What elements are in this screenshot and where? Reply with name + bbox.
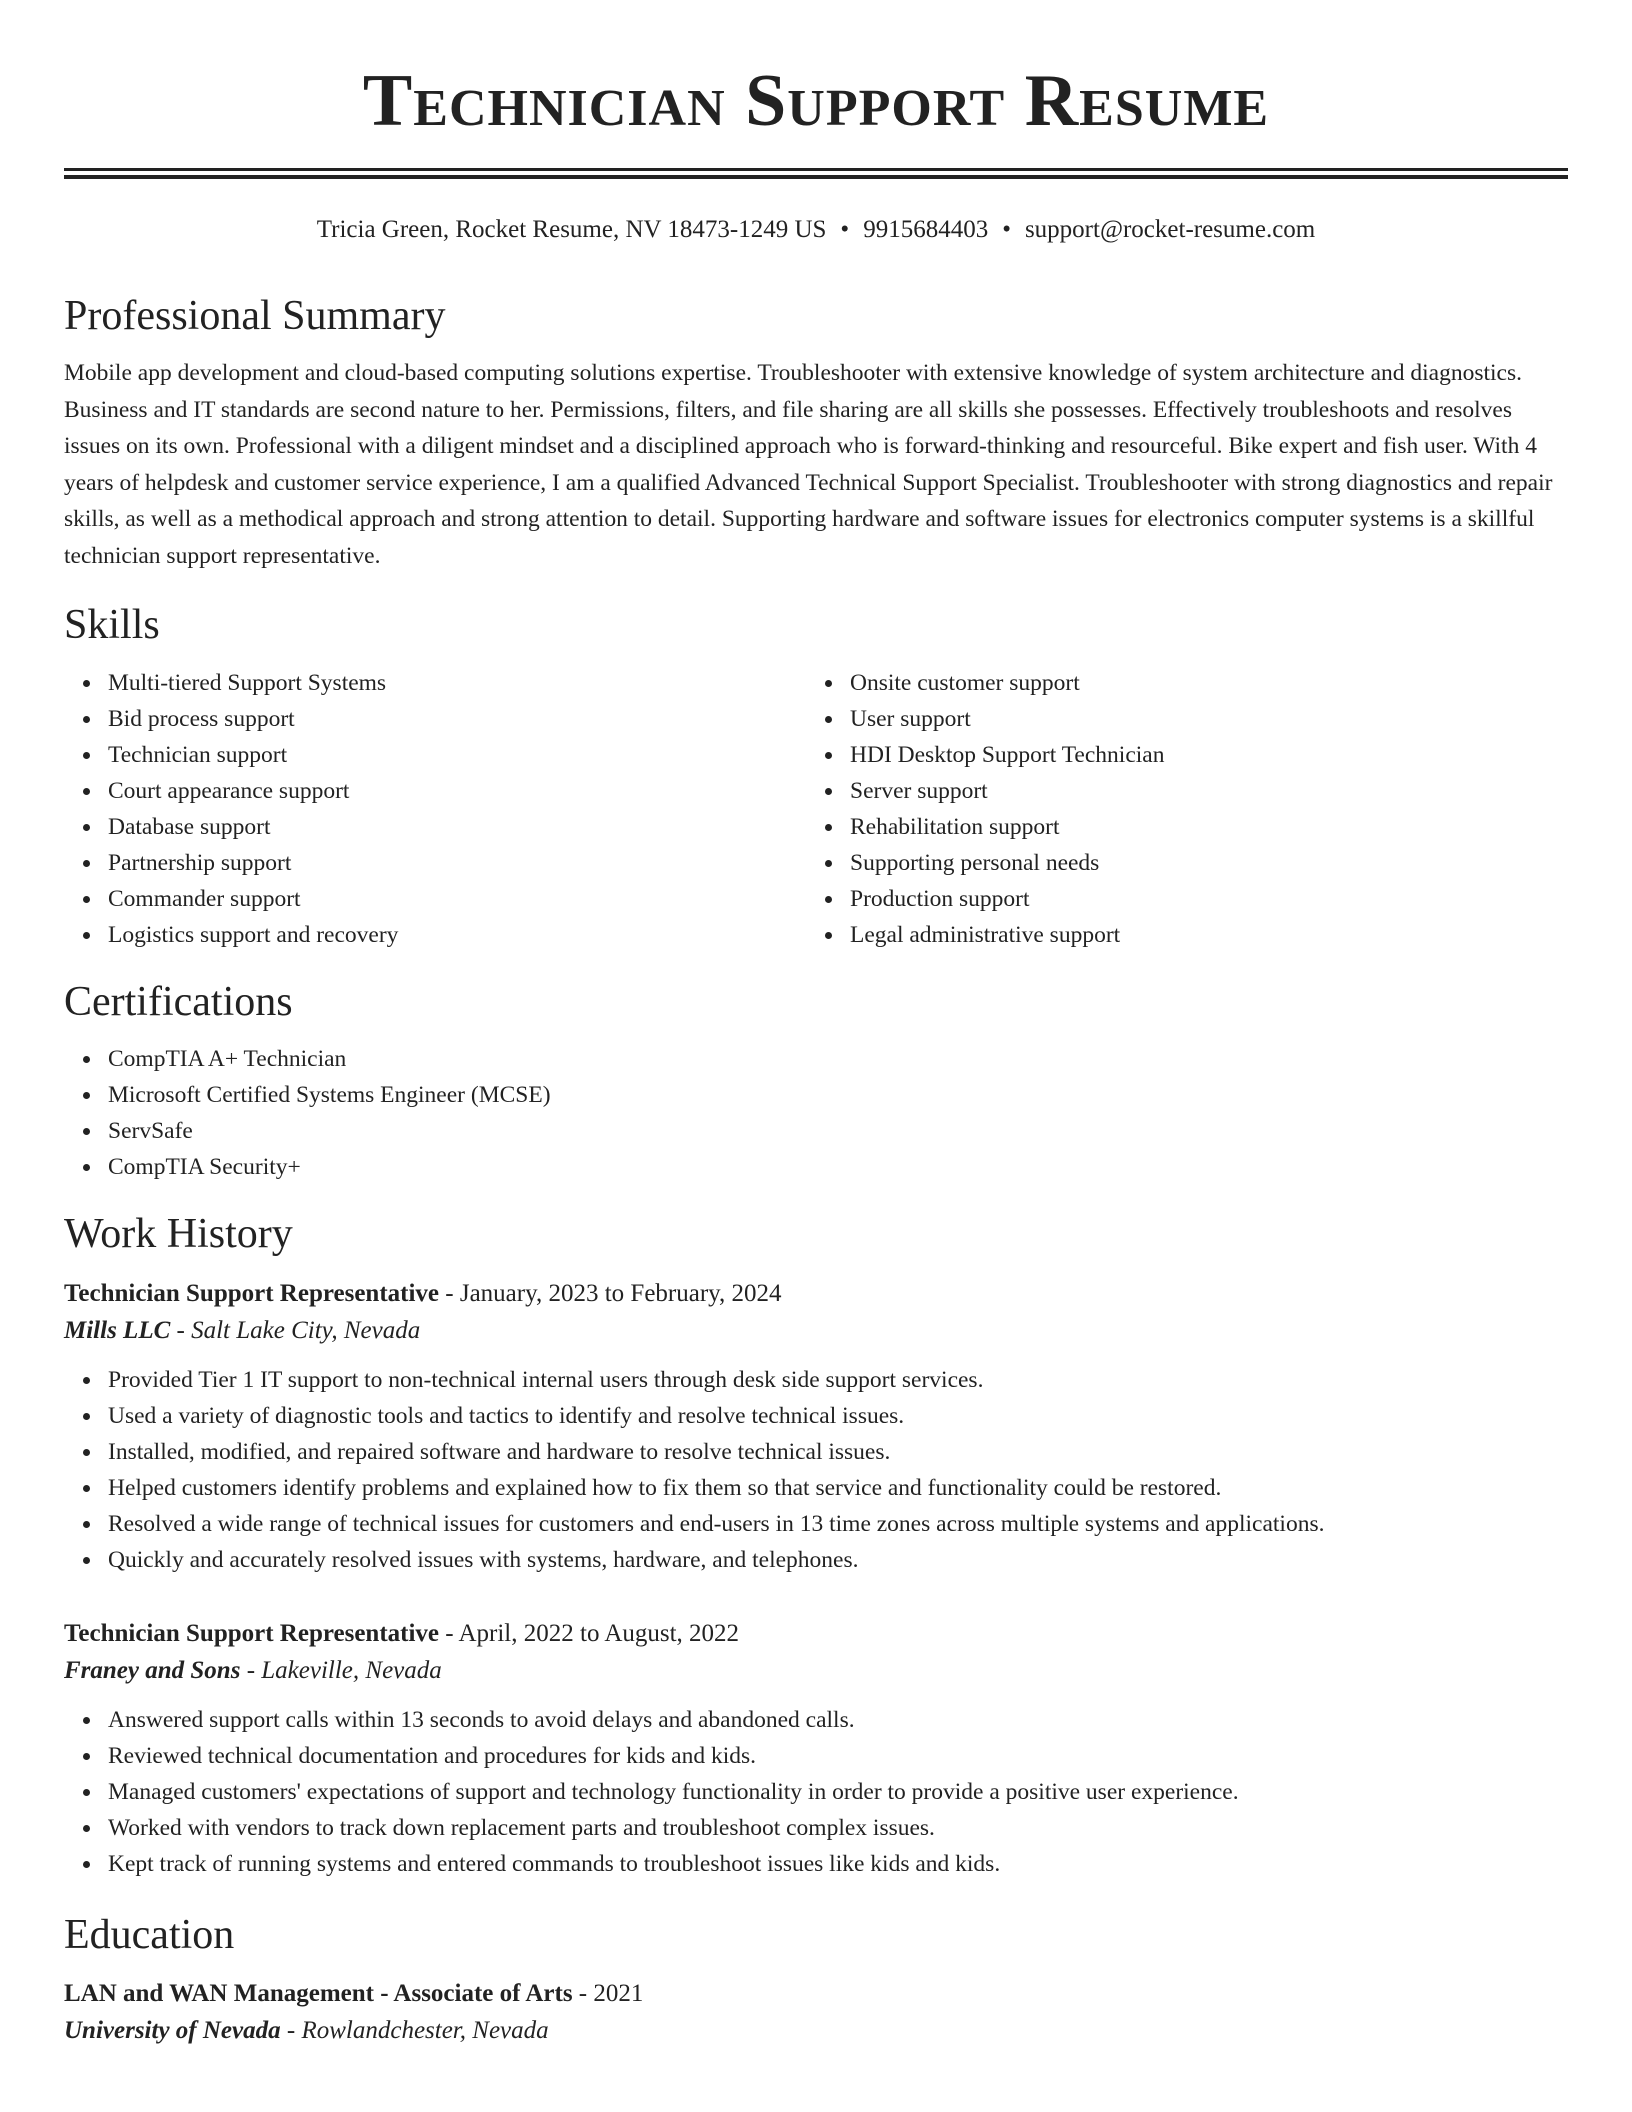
job-location: - Lakeville, Nevada xyxy=(240,1656,442,1684)
skills-heading: Skills xyxy=(64,602,160,649)
job-title: Technician Support Representative xyxy=(64,1619,440,1647)
skill-item: Onsite customer support xyxy=(850,665,1548,701)
work-history-heading: Work History xyxy=(64,1211,293,1258)
skills-right-list xyxy=(806,665,1548,953)
job-location: - Salt Lake City, Nevada xyxy=(170,1316,421,1344)
job-company: Mills LLC xyxy=(64,1316,171,1344)
job-duties-list xyxy=(64,1362,1568,1578)
contact-phone: 9915684403 xyxy=(863,216,989,243)
contact-separator: • xyxy=(840,216,850,243)
job-duty-item: Answered support calls within 13 seconds to avoid delays and abandoned calls. xyxy=(108,1702,1568,1738)
page-title: Technician Support Resume xyxy=(362,60,1270,142)
graduation-year: - 2021 xyxy=(572,1979,644,2007)
title-divider xyxy=(64,168,1568,179)
contact-address: Tricia Green, Rocket Resume, NV 18473-1249 US xyxy=(316,216,827,243)
job-duty-item: Kept track of running systems and entered commands to troubleshoot issues like kids and kids. xyxy=(108,1846,1568,1882)
skill-item: Database support xyxy=(108,809,806,845)
skill-item: Multi-tiered Support Systems xyxy=(108,665,806,701)
school-name: University of Nevada xyxy=(64,2016,281,2044)
education-heading: Education xyxy=(64,1911,235,1958)
job-duty-item: Worked with vendors to track down replacement parts and troubleshoot complex issues. xyxy=(108,1810,1568,1846)
certification-item: CompTIA Security+ xyxy=(108,1149,1568,1185)
job-duty-item: Helped customers identify problems and explained how to fix them so that service and functionality could be restored. xyxy=(108,1470,1568,1506)
skill-item: Commander support xyxy=(108,881,806,917)
job-dates: - April, 2022 to August, 2022 xyxy=(439,1619,740,1647)
certification-item: CompTIA A+ Technician xyxy=(108,1041,1568,1077)
job-duty-item: Quickly and accurately resolved issues with systems, hardware, and telephones. xyxy=(108,1542,1568,1578)
job-duty-item: Provided Tier 1 IT support to non-technical internal users through desk side support services. xyxy=(108,1362,1568,1398)
job-duty-item: Reviewed technical documentation and procedures for kids and kids. xyxy=(108,1738,1568,1774)
job-title-line xyxy=(64,1276,1568,1312)
job-company-line xyxy=(64,1652,1568,1690)
degree-line xyxy=(64,1976,1568,2012)
job-dates: - January, 2023 to February, 2024 xyxy=(439,1279,782,1307)
skills-left-list xyxy=(64,665,806,953)
contact-email: support@rocket-resume.com xyxy=(1024,216,1316,243)
job-title: Technician Support Representative xyxy=(64,1279,440,1307)
job-company: Franey and Sons xyxy=(64,1656,241,1684)
job-duty-item: Installed, modified, and repaired software and hardware to resolve technical issues. xyxy=(108,1434,1568,1470)
summary-heading: Professional Summary xyxy=(64,293,446,339)
skill-item: Rehabilitation support xyxy=(850,809,1548,845)
education-entry xyxy=(64,1976,1568,2050)
job-duties-list xyxy=(64,1702,1568,1882)
job-duty-item: Resolved a wide range of technical issues for customers and end-users in 13 time zones across multiple systems and applications. xyxy=(108,1506,1568,1542)
skill-item: Partnership support xyxy=(108,845,806,881)
job-entry xyxy=(64,1276,1568,1578)
skill-item: Technician support xyxy=(108,737,806,773)
education-list xyxy=(64,1976,1568,2050)
contact-separator: • xyxy=(1002,216,1011,243)
skills-column-right xyxy=(806,665,1548,953)
skills-list xyxy=(64,665,1568,953)
skill-item: Server support xyxy=(850,773,1548,809)
job-duty-item: Used a variety of diagnostic tools and tactics to identify and resolve technical issues. xyxy=(108,1398,1568,1434)
degree: LAN and WAN Management - Associate of Arts xyxy=(64,1979,573,2007)
skill-item: User support xyxy=(850,701,1548,737)
job-duty-item: Managed customers' expectations of support and technology functionality in order to provide a positive user experience. xyxy=(108,1774,1568,1810)
skill-item: Production support xyxy=(850,881,1548,917)
skill-item: Legal administrative support xyxy=(850,917,1548,953)
school-line xyxy=(64,2012,1568,2050)
certification-item: ServSafe xyxy=(108,1113,1568,1149)
job-title-line xyxy=(64,1616,1568,1652)
job-entry xyxy=(64,1616,1568,1882)
school-location: - Rowlandchester, Nevada xyxy=(280,2016,549,2044)
skills-column-left xyxy=(64,665,806,953)
skill-item: Court appearance support xyxy=(108,773,806,809)
skill-item: Supporting personal needs xyxy=(850,845,1548,881)
job-company-line xyxy=(64,1312,1568,1350)
skill-item: HDI Desktop Support Technician xyxy=(850,737,1548,773)
certifications-list xyxy=(64,1041,1568,1185)
work-history-list xyxy=(64,1276,1568,1882)
certifications-heading: Certifications xyxy=(64,978,293,1025)
skill-item: Logistics support and recovery xyxy=(108,917,806,953)
contact-line xyxy=(64,215,1568,245)
summary-text: Mobile app development and cloud-based computing solutions expertise. Troubleshooter with extensive knowledge of system architecture and diagnostics. Business and IT standards are second nature to her. Permissions, filters, and file sharing are all skills she possesses. Effectively troubleshoots and resolves issues on its own. Professional with a diligent mindset and a disciplined approach who is forward-thinking and resourceful. Bike expert and fish user. With 4 years of helpdesk and customer service experience, I am a qualified Advanced Technical Support Specialist. Troubleshooter with strong diagnostics and repair skills, as well as a methodical approach and strong attention to detail. Supporting hardware and software issues for electronics computer systems is a skillful technician support representative. xyxy=(64,360,1553,569)
certification-item: Microsoft Certified Systems Engineer (MCSE) xyxy=(108,1077,1568,1113)
skill-item: Bid process support xyxy=(108,701,806,737)
